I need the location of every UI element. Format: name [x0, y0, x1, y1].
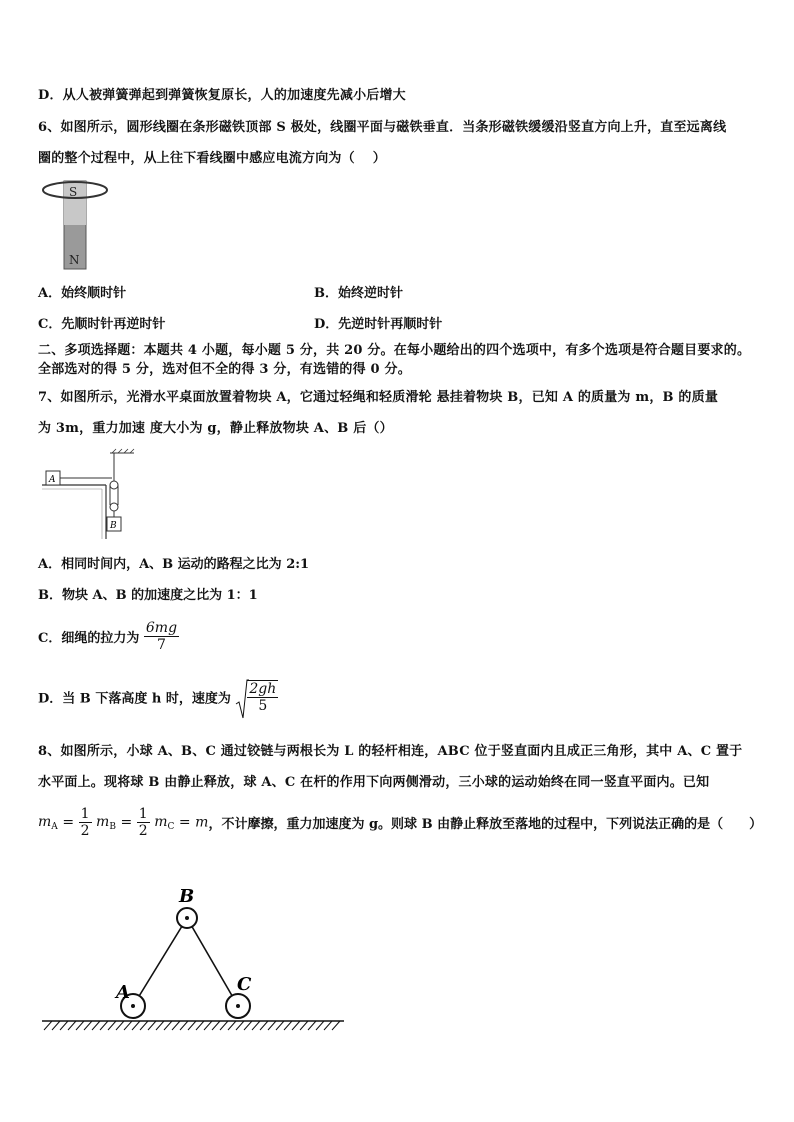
rod-bc	[187, 918, 238, 1006]
q7-stem-line1: 7、如图所示，光滑水平桌面放置着物块 A，它通过轻绳和轻质滑轮 悬挂着物块 B，已知 A 的质量为 m，B 的质量	[38, 390, 719, 405]
ball-a-label: A	[116, 982, 130, 1003]
q8-stem-line3	[38, 806, 762, 839]
q7-option-d-fraction	[247, 681, 278, 714]
q6-stem-line1: 6、如图所示，圆形线圈在条形磁铁顶部 S 极处，线圈平面与磁铁垂直．当条形磁铁缓缓沿竖直方向上升，直至远离线	[38, 120, 727, 135]
q5-option-d: D．从人被弹簧弹起到弹簧恢复原长，人的加速度先减小后增大	[38, 88, 406, 103]
rod-ab	[133, 918, 187, 1006]
q8-triangle-figure	[38, 880, 348, 1040]
q7-option-c-fraction	[144, 620, 179, 653]
q7-option-d	[38, 680, 278, 714]
mass-value: m	[195, 814, 209, 831]
q6-option-d: D．先逆时针再顺时针	[314, 317, 443, 332]
radical-sign-icon	[235, 678, 249, 720]
q7-option-a: A．相同时间内，A、B 运动的路程之比为 2:1	[38, 557, 310, 572]
q6-stem-line2: 圈的整个过程中，从上往下看线圈中感应电流方向为（ ）	[38, 151, 386, 166]
block-b-label: B	[110, 521, 117, 531]
q7-option-c-numerator: 6mg	[145, 620, 178, 636]
mass-b: $m_B$	[96, 813, 116, 832]
q6-magnet-figure	[38, 176, 128, 271]
q7-option-d-sqrt	[235, 680, 278, 714]
equals-3: =	[178, 814, 191, 831]
q8-stem-line1: 8、如图所示，小球 A、B、C 通过铰链与两根长为 L 的轻杆相连，ABC 位于竖直面内且成正三角形，其中 A、C 置于	[38, 744, 743, 759]
q6-option-a: A．始终顺时针	[38, 286, 127, 301]
section2-heading-line2: 全部选对的得 5 分，选对但不全的得 3 分，有选错的得 0 分。	[38, 362, 411, 377]
half-fraction-1: $\frac{1}{2}$	[80, 806, 90, 839]
section2-heading-line1: 二、多项选择题：本题共 4 小题，每小题 5 分，共 20 分。在每小题给出的四个选项中，有多个选项是符合题目要求的。	[38, 343, 751, 358]
q7-stem-line2: 为 3m，重力加速 度大小为 g，静止释放物块 A、B 后（）	[38, 421, 393, 436]
q7-option-d-denominator: 5	[258, 698, 268, 714]
half-fraction-2: $\frac{1}{2}$	[138, 806, 148, 839]
q7-option-c-denominator: 7	[157, 637, 166, 653]
q7-option-c-prefix: C．细绳的拉力为	[38, 631, 140, 646]
q6-option-b: B．始终逆时针	[314, 286, 403, 301]
q6-option-c: C．先顺时针再逆时针	[38, 317, 166, 332]
pulley	[110, 481, 118, 489]
magnet-pole-s: S	[69, 185, 78, 199]
magnet-pole-n: N	[69, 253, 80, 267]
ball-c-label: C	[237, 974, 252, 995]
q8-stem-line3-rest: ，不计摩擦，重力加速度为 g。则球 B 由静止释放至落地的过程中，下列说法正确的是（ ）	[208, 817, 763, 832]
block-a-label: A	[49, 475, 56, 485]
q7-option-d-prefix: D．当 B 下落高度 h 时，速度为	[38, 691, 231, 707]
equals-2: =	[120, 814, 133, 831]
equals-1: =	[62, 814, 75, 831]
q8-stem-line2: 水平面上。现将球 B 由静止释放，球 A、C 在杆的作用下向两侧滑动，三小球的运动始终在同一竖直平面内。已知	[38, 775, 710, 790]
mass-c: $m_C$	[154, 813, 175, 832]
q7-option-c	[38, 620, 179, 653]
movable-pulley	[110, 503, 118, 511]
ball-b-label: B	[179, 886, 195, 907]
ground-hatch	[44, 1021, 340, 1030]
q7-option-d-numerator: 2gh	[249, 681, 277, 697]
q7-pulley-figure	[38, 447, 143, 542]
mass-a: $m_A$	[38, 813, 58, 832]
q7-option-b: B．物块 A、B 的加速度之比为 1：1	[38, 588, 258, 603]
